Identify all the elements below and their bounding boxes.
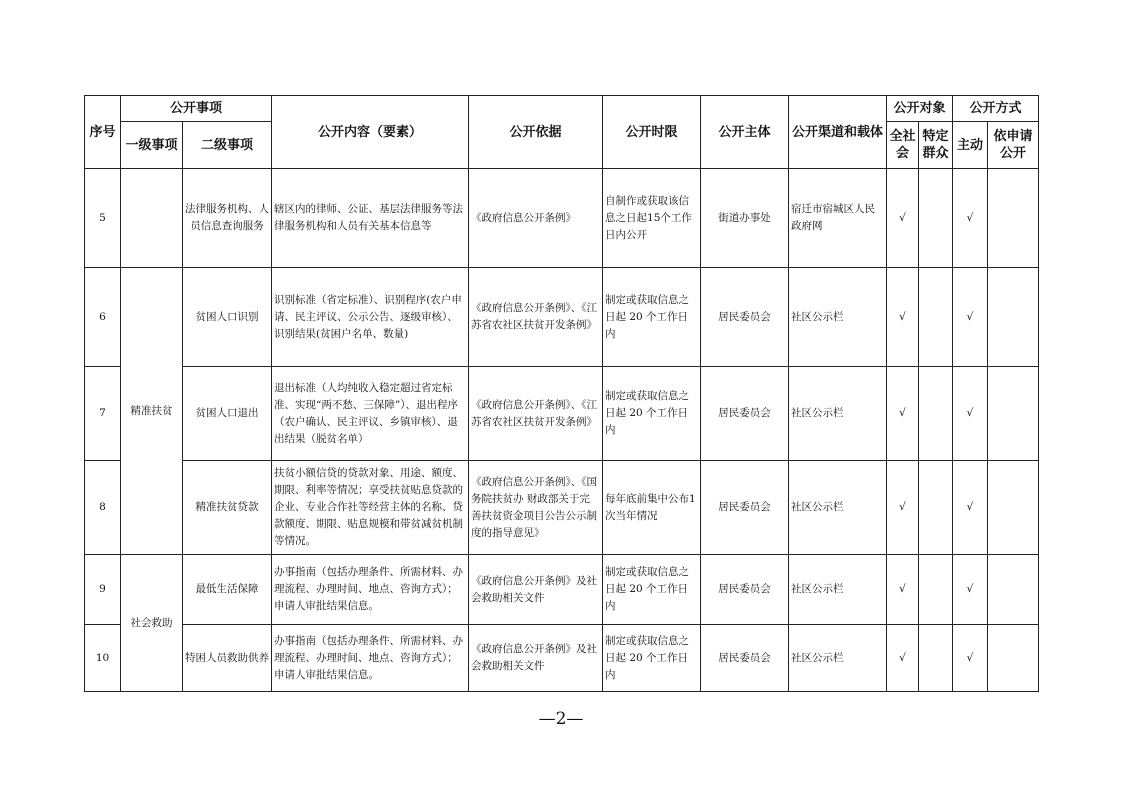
check-mark	[988, 555, 1039, 625]
row-seq: 10	[85, 625, 121, 692]
check-mark	[919, 625, 953, 692]
check-mark: √	[953, 625, 988, 692]
row-subject: 居民委员会	[701, 268, 789, 367]
row-level2: 贫困人口识别	[183, 268, 272, 367]
row-subject: 居民委员会	[701, 625, 789, 692]
header-subject: 公开主体	[701, 96, 789, 169]
row-channel: 社区公示栏	[789, 461, 887, 555]
header-content: 公开内容（要素）	[272, 96, 469, 169]
row-basis: 《政府信息公开条例》、《江苏省农社区扶贫开发条例》	[469, 268, 603, 367]
table-row	[85, 461, 1039, 555]
row-seq: 8	[85, 461, 121, 555]
check-mark: √	[887, 461, 919, 555]
row-seq: 6	[85, 268, 121, 367]
row-content: 办事指南（包括办理条件、所需材料、办理流程、办理时间、地点、咨询方式）；申请人审批结果信息。	[272, 555, 469, 625]
table-row	[85, 268, 1039, 367]
check-mark: √	[953, 169, 988, 268]
header-audience-specific: 特定群众	[919, 122, 953, 169]
group-social: 社会救助	[121, 555, 183, 692]
row-time-limit: 制定或获取信息之日起 20 个工作日内	[603, 268, 701, 367]
row-content: 办事指南（包括办理条件、所需材料、办理流程、办理时间、地点、咨询方式）；申请人审批结果信息。	[272, 625, 469, 692]
check-mark	[988, 367, 1039, 461]
check-mark: √	[887, 268, 919, 367]
header-items: 公开事项	[121, 96, 272, 122]
check-mark: √	[953, 268, 988, 367]
header-seq: 序号	[85, 96, 121, 169]
check-mark: √	[887, 625, 919, 692]
header-audience: 公开对象	[887, 96, 953, 122]
row-basis: 《政府信息公开条例》、《江苏省农社区扶贫开发条例》	[469, 367, 603, 461]
table-row	[85, 625, 1039, 692]
header-method-request: 依申请公开	[988, 122, 1039, 169]
header-basis: 公开依据	[469, 96, 603, 169]
table-header	[85, 96, 1039, 169]
check-mark	[988, 461, 1039, 555]
row-seq: 5	[85, 169, 121, 268]
header-audience-all: 全社会	[887, 122, 919, 169]
row-time-limit: 自制作或获取该信息之日起15个工作日内公开	[603, 169, 701, 268]
header-time-limit: 公开时限	[603, 96, 701, 169]
table-row	[85, 169, 1039, 268]
row-level2: 特困人员救助供养	[183, 625, 272, 692]
check-mark	[919, 367, 953, 461]
row-time-limit: 制定或获取信息之日起 20 个工作日内	[603, 367, 701, 461]
check-mark	[988, 625, 1039, 692]
header-method-active: 主动	[953, 122, 988, 169]
check-mark	[988, 268, 1039, 367]
group-poverty: 精准扶贫	[121, 268, 183, 555]
check-mark	[919, 555, 953, 625]
check-mark: √	[887, 367, 919, 461]
row-time-limit: 制定或获取信息之日起 20 个工作日内	[603, 555, 701, 625]
row-subject: 居民委员会	[701, 461, 789, 555]
row-level2: 最低生活保障	[183, 555, 272, 625]
row-channel: 社区公示栏	[789, 367, 887, 461]
row-seq: 9	[85, 555, 121, 625]
check-mark	[919, 461, 953, 555]
header-channel: 公开渠道和载体	[789, 96, 887, 169]
check-mark	[919, 268, 953, 367]
row-subject: 居民委员会	[701, 367, 789, 461]
row-channel: 社区公示栏	[789, 625, 887, 692]
page-number: —2—	[538, 709, 584, 729]
row-channel: 宿迁市宿城区人民政府网	[789, 169, 887, 268]
row-time-limit: 制定或获取信息之日起 20 个工作日内	[603, 625, 701, 692]
row-channel: 社区公示栏	[789, 268, 887, 367]
check-mark: √	[953, 461, 988, 555]
row-seq: 7	[85, 367, 121, 461]
row-level1-empty	[121, 169, 183, 268]
row-content: 辖区内的律师、公证、基层法律服务等法律服务机构和人员有关基本信息等	[272, 169, 469, 268]
row-content: 识别标准（省定标准）、识别程序(农户申请、民主评议、公示公告、逐级审核）、识别结果(贫困户名单、数量)	[272, 268, 469, 367]
row-basis: 《政府信息公开条例》、《国务院扶贫办 财政部关于完善扶贫资金项目公告公示制度的指导意见》	[469, 461, 603, 555]
row-basis: 《政府信息公开条例》	[469, 169, 603, 268]
disclosure-table	[84, 95, 1039, 692]
row-time-limit: 每年底前集中公布1次当年情况	[603, 461, 701, 555]
table-row	[85, 367, 1039, 461]
row-basis: 《政府信息公开条例》及社会救助相关文件	[469, 555, 603, 625]
row-level2: 精准扶贫贷款	[183, 461, 272, 555]
header-method: 公开方式	[953, 96, 1039, 122]
check-mark	[919, 169, 953, 268]
header-level1: 一级事项	[121, 122, 183, 169]
row-level2: 贫困人口退出	[183, 367, 272, 461]
row-channel: 社区公示栏	[789, 555, 887, 625]
row-subject: 街道办事处	[701, 169, 789, 268]
table-body	[85, 169, 1039, 692]
row-subject: 居民委员会	[701, 555, 789, 625]
row-content: 退出标准（人均纯收入稳定超过省定标准、实现“两不愁、三保障”）、退出程序（农户确认、民主评议、乡镇审核）、退出结果（脱贫名单）	[272, 367, 469, 461]
check-mark	[988, 169, 1039, 268]
table-row	[85, 555, 1039, 625]
check-mark: √	[953, 555, 988, 625]
check-mark: √	[953, 367, 988, 461]
header-level2: 二级事项	[183, 122, 272, 169]
row-basis: 《政府信息公开条例》及社会救助相关文件	[469, 625, 603, 692]
check-mark: √	[887, 555, 919, 625]
check-mark: √	[887, 169, 919, 268]
row-level2: 法律服务机构、人员信息查询服务	[183, 169, 272, 268]
row-content: 扶贫小额信贷的贷款对象、用途、额度、期限、利率等情况；享受扶贫贴息贷款的企业、专业合作社等经营主体的名称、贷款额度、期限、贴息规模和带贫减贫机制等情况。	[272, 461, 469, 555]
